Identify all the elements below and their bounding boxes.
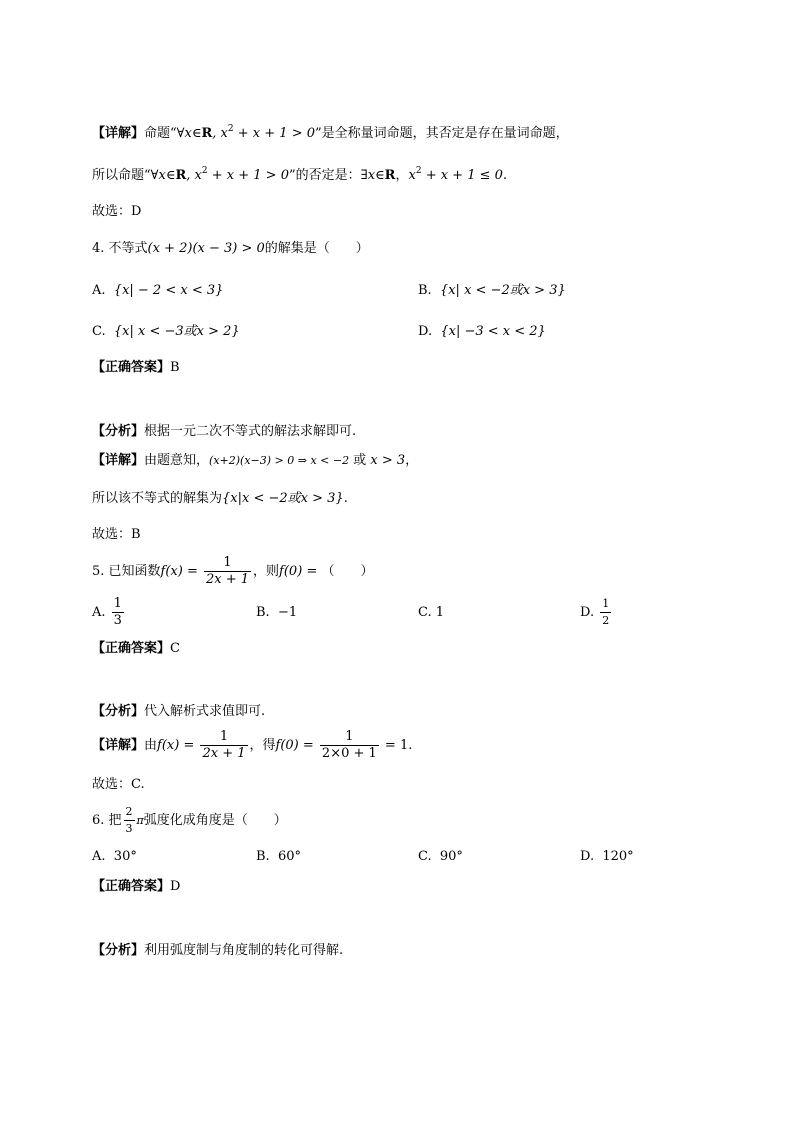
q6-analysis <box>92 942 343 960</box>
fraction-numerator: 1 <box>113 596 122 611</box>
q6-stem-pi: π <box>136 814 144 827</box>
detail-eq: = 1 <box>380 738 409 753</box>
option-fraction <box>600 596 611 629</box>
q3-detail-text-pre: 命题“ <box>144 126 177 141</box>
q4-choice: 故选：B <box>92 527 141 542</box>
q5-stem-fx: f(x) = <box>160 564 202 579</box>
detail-formula: (x+2)(x−3) > 0 ⇒ x < −2 <box>209 454 350 467</box>
q6-option-c[interactable] <box>418 848 463 866</box>
fraction-numerator: 2 <box>125 805 133 818</box>
q3-formula-a: ∀x∈ <box>176 126 202 141</box>
q5-analysis <box>92 703 265 721</box>
q5-stem <box>92 552 373 592</box>
q5-stem-mid: ，则 <box>253 564 280 579</box>
q5-stem-post: （ ） <box>321 564 374 579</box>
q6-stem-pre: 6. 把 <box>92 813 122 828</box>
q4-option-a[interactable] <box>92 282 223 300</box>
option-label: C. <box>418 605 432 620</box>
detail-formula-2: x > 3 <box>370 453 406 468</box>
q3-l2-real-set: R <box>175 168 187 183</box>
option-label: D. <box>418 324 433 339</box>
fraction-numerator: 1 <box>219 729 229 744</box>
option-text: {x| − 2 < x < 3} <box>113 283 224 298</box>
detail-tag: 【详解】 <box>92 738 145 753</box>
q5-option-b[interactable] <box>256 604 297 622</box>
q4-option-b[interactable] <box>418 282 566 300</box>
option-label: C. <box>92 324 106 339</box>
option-text: 1 <box>435 605 445 620</box>
q4-stem-pre: 4. 不等式 <box>92 241 148 256</box>
q5-stem-fraction <box>204 555 251 588</box>
q4-analysis <box>92 423 356 441</box>
option-label: D. <box>580 605 595 620</box>
option-text: 120° <box>602 849 634 864</box>
detail2-formula: {x|x < −2或x > 3} <box>222 491 344 506</box>
option-label: A. <box>92 849 106 864</box>
answer-tag: 【正确答案】 <box>92 641 171 656</box>
q3-detail2-pre: 所以命题“ <box>92 168 151 183</box>
q3-formula-b: , x <box>212 126 228 141</box>
q3-l2-sep: ， <box>395 168 409 183</box>
option-label: A. <box>92 283 106 298</box>
option-text: 30° <box>113 849 137 864</box>
option-label: D. <box>580 849 595 864</box>
detail-pre: 由题意知， <box>144 453 210 468</box>
q3-real-set: R <box>201 126 213 141</box>
q3-l2-exponent-2: 2 <box>415 166 422 176</box>
q3-l2-end: . <box>502 168 508 183</box>
detail2-end: . <box>343 491 348 506</box>
analysis-tag: 【分析】 <box>92 943 145 958</box>
detail-tag: 【详解】 <box>92 126 145 141</box>
detail-fx: f(x) = <box>157 738 199 753</box>
q4-stem-formula: (x + 2)(x − 3) > 0 <box>147 241 265 256</box>
q3-l2-formula-d: ∃x∈ <box>360 168 385 183</box>
option-label: B. <box>418 283 432 298</box>
q3-detail-line1 <box>92 125 569 143</box>
fraction-denominator: 2x + 1 <box>202 746 246 761</box>
answer-value: B <box>170 360 180 375</box>
answer-value: D <box>170 879 181 894</box>
q5-stem-f0: f(0) = <box>279 564 322 579</box>
detail2-pre: 所以该不等式的解集为 <box>92 491 223 506</box>
q6-stem <box>92 802 287 840</box>
fraction-denominator: 2x + 1 <box>206 572 250 587</box>
q3-l2-formula-a: ∀x∈ <box>150 168 176 183</box>
q3-exponent: 2 <box>227 124 234 134</box>
answer-tag: 【正确答案】 <box>92 360 171 375</box>
q3-l2-exponent: 2 <box>201 166 208 176</box>
option-label: C. <box>418 849 432 864</box>
q4-option-d[interactable] <box>418 323 546 341</box>
q3-choice: 故选：D <box>92 204 142 219</box>
option-text: 90° <box>439 849 463 864</box>
fraction-denominator: 3 <box>113 613 122 628</box>
fraction-denominator: 3 <box>125 822 133 835</box>
option-text: {x| −3 < x < 2} <box>440 324 546 339</box>
q3-detail-text-post: ”是全称量词命题，其否定是存在量词命题， <box>315 126 569 141</box>
q4-option-c[interactable] <box>92 323 240 341</box>
detail-end: . <box>408 738 413 753</box>
q3-l2-formula-f: + x + 1 ≤ 0 <box>421 168 503 183</box>
q4-detail-2 <box>92 490 348 508</box>
q6-option-d[interactable] <box>580 848 634 866</box>
answer-value: C <box>170 641 180 656</box>
fraction-denominator: 2×0 + 1 <box>321 746 377 761</box>
q5-stem-pre: 5. 已知函数 <box>92 564 161 579</box>
analysis-text: 代入解析式求值即可. <box>144 704 266 719</box>
q5-option-d[interactable] <box>580 594 613 632</box>
q4-answer <box>92 359 180 377</box>
detail-or: 或 <box>349 453 371 468</box>
q6-option-b[interactable] <box>256 848 301 866</box>
detail-mid: ，得 <box>249 738 276 753</box>
q3-l2-formula-b: , x <box>186 168 202 183</box>
q6-stem-post: 弧度化成角度是（ ） <box>143 813 287 828</box>
option-text: 60° <box>277 849 301 864</box>
fraction-denominator: 2 <box>602 614 610 627</box>
q5-detail <box>92 726 412 766</box>
q4-stem <box>92 240 369 258</box>
option-label: A. <box>92 605 106 620</box>
answer-tag: 【正确答案】 <box>92 879 171 894</box>
q5-option-a[interactable] <box>92 594 126 632</box>
q6-option-a[interactable] <box>92 848 137 866</box>
q6-stem-fraction <box>124 804 135 837</box>
q3-l2-formula-c: + x + 1 > 0 <box>207 168 289 183</box>
q5-option-c[interactable] <box>418 604 444 622</box>
fraction-numerator: 1 <box>345 729 354 744</box>
option-fraction <box>112 596 124 629</box>
detail-fraction <box>200 729 247 762</box>
fraction-numerator: 1 <box>223 555 232 570</box>
detail-pre: 由 <box>144 738 158 753</box>
detail-end: ， <box>405 453 419 468</box>
q6-answer <box>92 878 180 896</box>
fraction-numerator: 1 <box>602 597 610 610</box>
option-text: −1 <box>277 605 298 620</box>
analysis-tag: 【分析】 <box>92 704 145 719</box>
q4-detail <box>92 452 418 470</box>
q3-l2-real-set-2: R <box>384 168 396 183</box>
analysis-text: 根据一元二次不等式的解法求解即可. <box>144 424 357 439</box>
detail-tag: 【详解】 <box>92 453 145 468</box>
analysis-text: 利用弧度制与角度制的转化可得解. <box>144 943 344 958</box>
option-text: {x| x < −2或x > 3} <box>439 283 566 298</box>
option-text: {x| x < −3或x > 2} <box>113 324 240 339</box>
option-label: B. <box>256 849 270 864</box>
detail-fraction-2 <box>320 729 379 762</box>
q3-detail-line2 <box>92 167 507 185</box>
option-label: B. <box>256 605 270 620</box>
q3-l2-formula-e: x <box>408 168 416 183</box>
detail-f0: f(0) = <box>275 738 318 753</box>
analysis-tag: 【分析】 <box>92 424 145 439</box>
q3-l2-mid: ”的否定是： <box>288 168 361 183</box>
q5-choice: 故选：C. <box>92 777 145 792</box>
q5-answer <box>92 640 180 658</box>
q3-formula-c: + x + 1 > 0 <box>233 126 315 141</box>
q4-stem-post: 的解集是（ ） <box>264 241 369 256</box>
